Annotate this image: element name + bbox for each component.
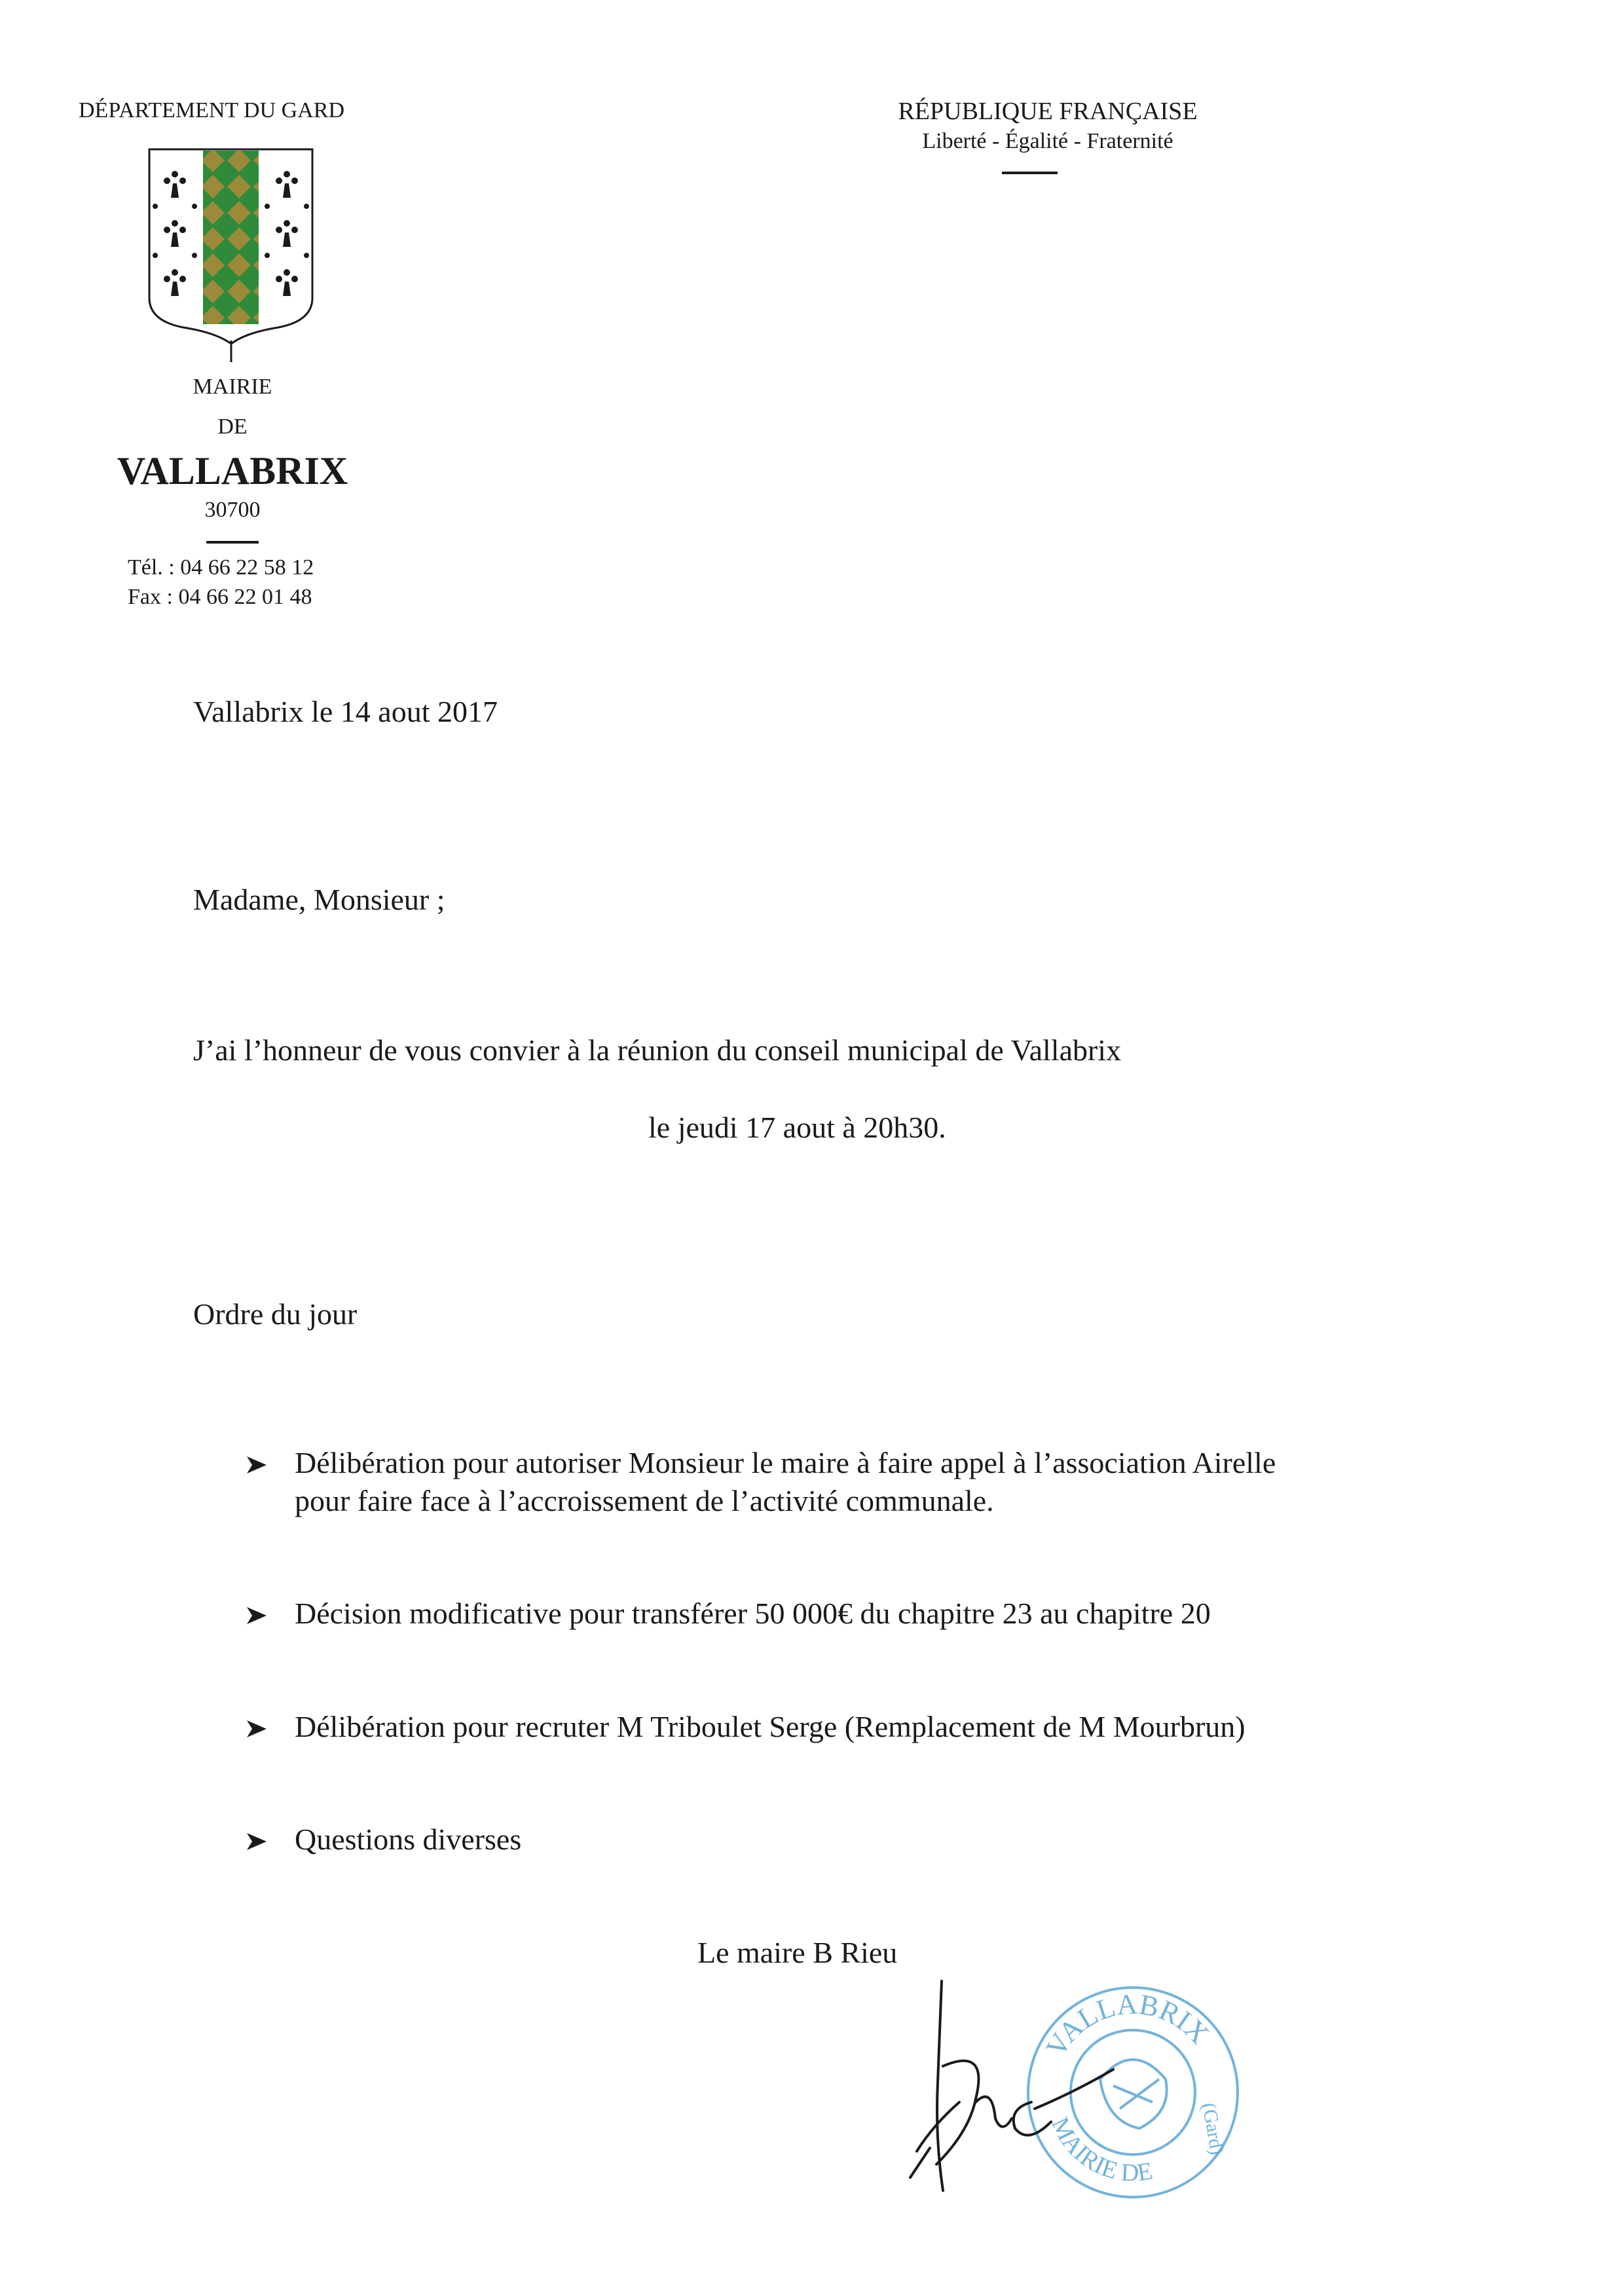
republic-motto: Liberté - Égalité - Fraternité	[922, 129, 1173, 153]
republic-title: RÉPUBLIQUE FRANÇAISE	[898, 98, 1198, 125]
agenda-item-4: Questions diverses	[295, 1823, 522, 1856]
stamp-text-bottom: MAIRIE DE	[1046, 2113, 1155, 2187]
arrowhead-bullet-icon	[246, 1719, 268, 1739]
telephone: Tél. : 04 66 22 58 12	[128, 555, 314, 580]
divider-right	[1002, 172, 1058, 174]
handwritten-signature	[897, 1968, 1133, 2210]
divider-left	[206, 541, 259, 544]
arrowhead-bullet-icon	[246, 1455, 268, 1475]
agenda-item-1-line-1: Délibération pour autoriser Monsieur le maire à faire appel à l’association Airelle	[295, 1446, 1276, 1479]
coat-of-arms-icon	[147, 147, 314, 363]
meeting-time: le jeudi 17 aout à 20h30.	[648, 1111, 946, 1144]
signature-line: Le maire B Rieu	[697, 1936, 898, 1969]
agenda-item-2: Décision modificative pour transférer 50 000€ du chapitre 23 au chapitre 20	[295, 1597, 1211, 1630]
town-name: VALLABRIX	[117, 449, 348, 492]
arrowhead-bullet-icon	[246, 1832, 268, 1851]
salutation: Madame, Monsieur ;	[193, 883, 445, 916]
date-line: Vallabrix le 14 aout 2017	[193, 695, 498, 728]
fax: Fax : 04 66 22 01 48	[128, 585, 312, 609]
postcode: 30700	[204, 498, 261, 522]
arrowhead-bullet-icon	[246, 1606, 268, 1625]
stamp-text-top: VALLABRIX	[1039, 1988, 1216, 2062]
agenda-title: Ordre du jour	[193, 1297, 358, 1331]
de-label: DE	[217, 415, 248, 439]
stamp-text-side: (Gard)	[1198, 2101, 1228, 2157]
mairie-label: MAIRIE	[193, 375, 272, 399]
agenda-item-1-line-2: pour faire face à l’accroissement de l’activité communale.	[295, 1484, 994, 1517]
department-name: DÉPARTEMENT DU GARD	[79, 98, 344, 122]
agenda-item-3: Délibération pour recruter M Triboulet Serge (Remplacement de M Mourbrun)	[295, 1710, 1246, 1743]
intro-paragraph: J’ai l’honneur de vous convier à la réunion du conseil municipal de Vallabrix	[193, 1033, 1122, 1067]
